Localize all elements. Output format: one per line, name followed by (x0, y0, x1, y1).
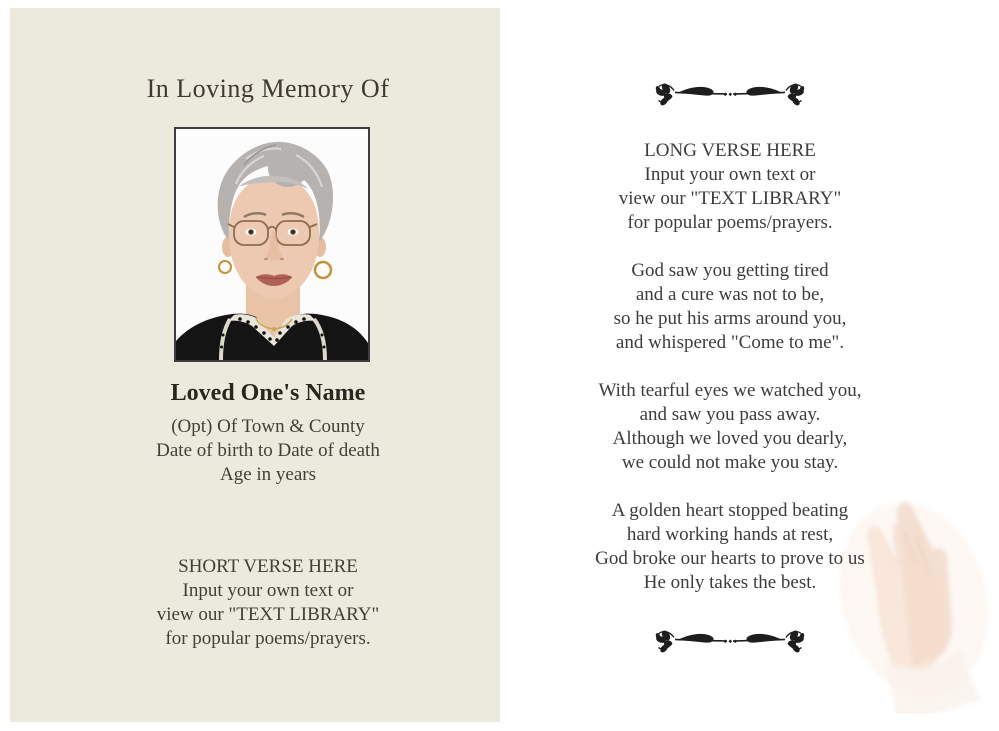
long-verse-block (520, 139, 940, 595)
short-verse-line: Input your own text or (182, 580, 354, 601)
verse-line: God broke our hearts to prove to us (595, 548, 865, 569)
verse-line: A golden heart stopped beating (611, 500, 849, 521)
floral-divider-bottom-icon (655, 627, 805, 655)
short-verse-line: view our "TEXT LIBRARY" (156, 604, 380, 625)
verse-line: so he put his arms around you, (613, 308, 847, 329)
short-verse-line: SHORT VERSE HERE (178, 556, 358, 577)
left-card-panel (10, 8, 500, 722)
short-verse-line: for popular poems/prayers. (165, 628, 371, 649)
verse-line: view our "TEXT LIBRARY" (618, 188, 842, 209)
verse-stanza-2 (520, 379, 940, 475)
verse-line: Input your own text or (644, 164, 816, 185)
short-verse-block (36, 555, 500, 651)
detail-line: Date of birth to Date of death (156, 440, 380, 461)
verse-line: and whispered "Come to me". (615, 332, 845, 353)
right-card-panel (520, 0, 940, 731)
photo-frame (174, 127, 370, 362)
verse-stanza-1 (520, 259, 940, 355)
verse-line: LONG VERSE HERE (644, 140, 816, 161)
verse-line: Although we loved you dearly, (612, 428, 848, 449)
verse-line: for popular poems/prayers. (627, 212, 833, 233)
verse-stanza-3 (520, 499, 940, 595)
detail-line: Age in years (219, 464, 317, 485)
detail-line: (Opt) Of Town & County (171, 416, 365, 437)
verse-line: God saw you getting tired (631, 260, 829, 281)
portrait-photo (176, 129, 368, 360)
floral-divider-top-icon (655, 80, 805, 108)
memorial-heading: In Loving Memory Of (146, 74, 390, 103)
verse-line: and a cure was not to be, (635, 284, 825, 305)
verse-line: and saw you pass away. (639, 404, 821, 425)
verse-line: With tearful eyes we watched you, (598, 380, 862, 401)
verse-line: He only takes the best. (643, 572, 817, 593)
verse-line: we could not make you stay. (621, 452, 839, 473)
loved-one-name: Loved One's Name (170, 380, 366, 406)
loved-one-details (36, 415, 500, 487)
verse-line: hard working hands at rest, (626, 524, 834, 545)
long-verse-header (520, 139, 940, 235)
